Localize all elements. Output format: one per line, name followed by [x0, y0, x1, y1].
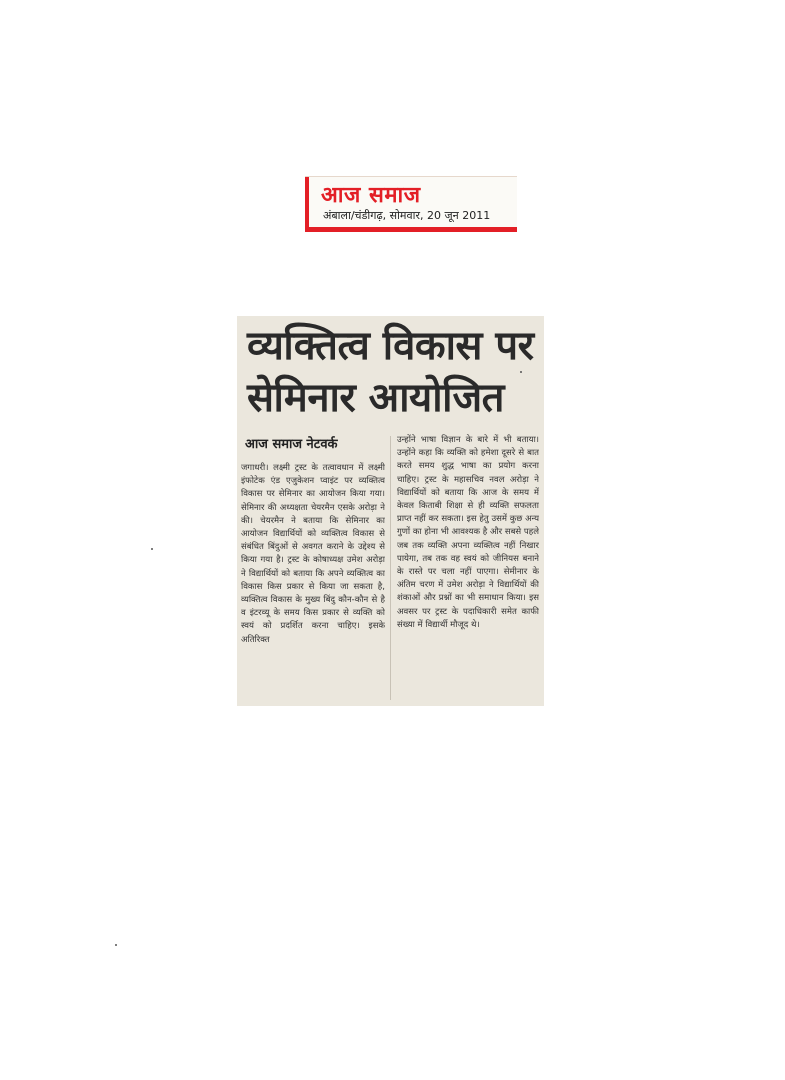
column-divider: [390, 436, 391, 700]
newspaper-name: आज समाज: [321, 183, 421, 208]
headline-line-2: सेमिनार आयोजित: [247, 375, 504, 421]
headline-line-1: व्यक्तित्व विकास पर: [247, 323, 534, 369]
newspaper-masthead: [305, 176, 517, 231]
news-clipping: [237, 316, 544, 706]
scan-speck: [520, 371, 522, 373]
masthead-red-underline: [305, 227, 517, 232]
masthead-red-bar: [305, 177, 309, 229]
byline: आज समाज नेटवर्क: [245, 437, 338, 452]
article-column-1: जगाधरी। लक्ष्मी ट्रस्ट के तत्वावधान में लक्ष्मी इंफोटेक एंड एजुकेशन प्वाइंट पर व्यक्तित्व विकास पर सेमिनार का आयोजन किया गया। सेमिनार की अध्यक्षता चेयरमैन एसके अरोड़ा ने की। चेयरमैन ने बताया कि सेमिनार का आयोजन विद्यार्थियों को व्यक्तित्व विकास से संबंधित बिंदुओं से अवगत कराने के उद्देश्य से किया गया है। ट्रस्ट के कोषाध्यक्ष उमेश अरोड़ा ने विद्यार्थियों को बताया कि अपने व्यक्तित्व का विकास किस प्रकार से किया जा सकता है, व्यक्तित्व विकास के मुख्य बिंदु कौन-कौन से है व इंटरव्यू के समय किस प्रकार से व्यक्ति को स्वयं को प्रदर्शित करना चाहिए। इसके अतिरिक्त: [241, 463, 385, 645]
scan-speck: [115, 944, 117, 946]
dateline: अंबाला/चंडीगढ़, सोमवार, 20 जून 2011: [323, 209, 491, 222]
headline: [247, 320, 539, 424]
article-column-2: उन्होंने भाषा विज्ञान के बारे में भी बताया। उन्होंने कहा कि व्यक्ति को हमेशा दूसरे से बात करते समय शुद्ध भाषा का प्रयोग करना चाहिए। ट्रस्ट के महासचिव नवल अरोड़ा ने विद्यार्थियों को बताया कि आज के समय में केवल किताबी शिक्षा से ही व्यक्ति सफलता प्राप्त नहीं कर सकता। इस हेतु उसमें कुछ अन्य गुणों का होना भी आवश्यक है और सबसे पहले जब तक व्यक्ति अपना व्यक्तित्व नहीं निखार पायेगा, तब तक वह स्वयं को जीनियस बनाने के रास्ते पर चला नहीं पाएगा। सेमीनार के अंतिम चरण में उमेश अरोड़ा ने विद्यार्थियों की शंकाओं और प्रश्नों का भी समाधान किया। इस अवसर पर ट्रस्ट के पदाधिकारी समेत काफी संख्या में विद्यार्थी मौजूद थे।: [397, 435, 539, 630]
scan-speck: [151, 548, 153, 550]
